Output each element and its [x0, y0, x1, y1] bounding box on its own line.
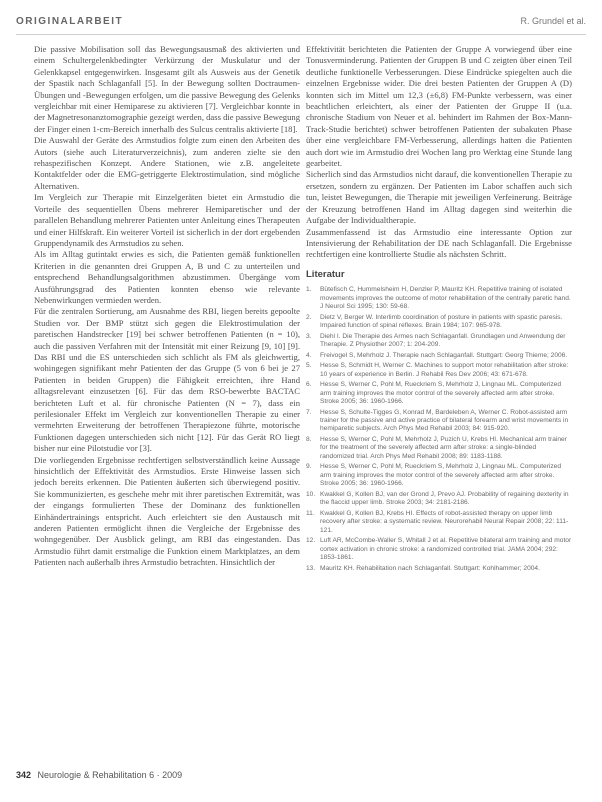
body-paragraph: Die passive Mobilisation soll das Bewegungsausmaß des aktivierten und einem Schultergelenkbedingter Verkürzung der Muskulatur und der Gelenkkapsel entgegenwirken. Insgesamt gilt als Ausweis aus der Genetik der Spastik nach Schlaganfall [5]. In der Bewegung sollten Doctraumen-Übungen und -Bewegungen erfolgen, um die passive Bewegung des Gelenks vergleichbar mit einer Hemiparese zu aktivieren [7]. Vergleichbar konnte in der Magnetresonanztomographie gezeigt werden, dass die passive Bewegung der Finger einen 1-cm-Bereich innerhalb des Sulcus centralis aktivierte [18].	[34, 44, 300, 134]
reference-text: Hesse S, Werner C, Pohl M, Rueckriem S, Mehrholz J, Lingnau ML. Computerized arm training improves the motor control of the severely affected arm after stroke. Stroke 2005; 36: 1960-1966.	[320, 381, 562, 405]
reference-item	[306, 409, 572, 434]
reference-number: 4.	[306, 351, 312, 359]
body-paragraph: Die vorliegenden Ergebnisse rechtfertigen selbstverständlich keine Aussage hinsichtlich der Effektivität des Armstudios. Erste Hinweise lassen sich jedoch bereits erkennen. Die Patienten äußerten sich überwiegend positiv. Sie kommunizierten, es geschehe mehr mit ihrer paretischen Extremität, was der eingangs formulierten These der Dominanz des funktionellen Einhändertrainings entspricht. Auch erleichtert sie den Austausch mit anderen Patienten ermöglicht ihnen die Vergleiche der Ergebnisse des wohngegenüber. Der Ausblick gelingt, am RBI das eingestanden. Das Armstudio führt damit erstmalige die Funktion einem Marktplatzes, an dem Patienten nach außerhalb ihres Armstudio betrachten. Hinsichtlich der	[34, 454, 300, 568]
reference-text: Freivogel S, Mehrholz J. Therapie nach Schlaganfall. Stuttgart: Georg Thieme; 2006.	[320, 351, 568, 359]
reference-number: 1.	[306, 286, 312, 294]
reference-text: Luft AR, McCombe-Waller S, Whitall J et al. Repetitive bilateral arm training and motor cortex activation in chronic stroke: a randomized controlled trial. JAMA 2004; 292: 1853-1861.	[320, 537, 572, 561]
page-header	[16, 8, 586, 35]
page-footer	[16, 770, 182, 780]
reference-number: 6.	[306, 381, 312, 389]
reference-item	[306, 362, 572, 379]
reference-text: Bütefisch C, Hummelsheim H, Denzler P, Mauritz KH. Repetitive training of isolated movements improves the outcome of motor rehabilitation of the centrally paretic hand. J Neurol Sci 1995; 130: 59-68.	[320, 286, 571, 310]
reference-item	[306, 381, 572, 406]
reference-number: 10.	[306, 490, 316, 498]
body-paragraph: Sicherlich sind das Armstudios nicht darauf, die konventionellen Therapie zu ersetzen, sondern zu ergänzen. Der Patienten im Labor schaffen auch sich tun, leistet Bewegungen, die Therapie mit jeweiligen Verfeinerung. Beiträge der Kreuzung betroffenen Hand im Alltag dagegen sind weiterhin die Aufgabe der Individualtherapie.	[306, 169, 572, 226]
reference-item	[306, 510, 572, 535]
reference-item	[306, 463, 572, 488]
reference-number: 2.	[306, 313, 312, 321]
reference-text: Dietz V, Berger W. Interlimb coordination of posture in patients with spastic paresis. Impaired function of spinal reflexes. Brain 1984; 107: 965-978.	[320, 313, 563, 329]
section-label: ORIGINALARBEIT	[16, 15, 124, 27]
reference-text: Mauritz KH. Rehabilitation nach Schlaganfall. Stuttgart: Kohlhammer; 2004.	[320, 564, 540, 572]
reference-text: Hesse S, Schulte-Tigges G, Konrad M, Bardeleben A, Werner C. Robot-assisted arm trainer for the passive and active practice of bilateral forearm and wrist movements in hemiparetic subjects. Arch Phys Med Rehabil 2003; 84: 915-920.	[320, 408, 569, 433]
reference-item	[306, 565, 572, 573]
reference-item	[306, 333, 572, 350]
page-number: 342	[16, 770, 32, 780]
body-paragraph: Als im Alltag gutintakt erwies es sich, die Patienten gemäß funktionellen Kriterien in die genannten drei Gruppen A, B und C zu unterteilen und entsprechend Behandlungsalgorithmen abzustimmen. Übergänge vom Ausführungsgrad des Patienten konnten ebenso wie relevante Nebenwirkungen vermieden werden.	[34, 249, 300, 305]
reference-item	[306, 314, 572, 331]
literature-heading: Literatur	[306, 268, 345, 280]
body-paragraph: Zusammenfassend ist das Armstudio eine interessante Option zur Intensivierung der Rehabilitation der DE nach Schlaganfall. Die Ergebnisse rechtfertigen eine kontrollierte Studie als nächsten Schritt.	[306, 226, 572, 260]
reference-item	[306, 491, 572, 508]
right-column	[306, 44, 572, 784]
reference-item	[306, 537, 572, 562]
reference-item	[306, 352, 572, 360]
reference-text: Diehl I. Die Therapie des Armes nach Schlaganfall. Grundlagen und Anwendung der Therapie. Z Physiother 2007; 1: 204-209.	[320, 332, 566, 348]
reference-number: 3.	[306, 332, 312, 340]
reference-number: 5.	[306, 362, 312, 370]
reference-text: Hesse S, Werner C, Pohl M, Mehrholz J, Puzich U, Krebs HI. Mechanical arm trainer for the treatment of the severely affected arm after stroke: a single-blinded randomized trial. Arch Phys Med Rehabil 2008; 89: 1183-1188.	[320, 435, 567, 460]
reference-text: Kwakkel G, Kollen BJ, Krebs HI. Effects of robot-assisted therapy on upper limb recovery after stroke: a systematic review. Neurorehabil Neural Repair 2008; 22: 111-121.	[320, 509, 569, 534]
body-paragraph: Effektivität berichteten die Patienten der Gruppe A vorwiegend über eine Tonusverminderung. Patienten der Gruppen B und C zeigten über einen Teil deutliche funktionelle Verbesserungen. Diese Eindrücke spiegelten auch die einzelnen Ergebnisse wider. Die drei besten Patienten der Gruppen A (D) konnten sich im Mittel um 12,3 (±6,8) FM-Punkte verbessern, was einer beachtlichen erleichtert, als einer der Patienten der Gruppe II (u.a. chronische Stadium von Neuer et al. behindert im Rahmen der Box-Mann-Track-Studie berichtet) schwer betroffenen Patienten der subakuten Phase über eine vergleichbare FM-Verbesserung, allerdings hatten die Patienten auch dort wie im Armstudio drei Wochen lang pro Werktag eine Stunde lang gearbeitet.	[306, 44, 572, 169]
body-paragraph: Im Vergleich zur Therapie mit Einzelgeräten bietet ein Armstudio die Vorteile des sequentiellen Übens mehrerer Hemiparetischer und der parallelen Behandlung mehrerer Patienten unter Anleitung eines Therapeuten und einer Hilfskraft. Ein weiterer Vorteil ist sicherlich in der dort ergebenden Gruppendynamik des Armstudios zu sehen.	[34, 192, 300, 248]
reference-item	[306, 286, 572, 311]
reference-item	[306, 436, 572, 461]
reference-text: Kwakkel G, Kollen BJ, van der Grond J, Prevo AJ. Probability of regaining dexterity in the flaccid upper limb. Stroke 2003; 34: 2181-2186.	[320, 490, 569, 507]
reference-text: Hesse S, Werner C, Pohl M, Rueckriem S, Mehrholz J, Lingnau ML. Computerized arm training improves the motor control of the severely affected arm after stroke. Stroke 2005; 36: 1960-1966.	[320, 463, 562, 488]
reference-number: 8.	[306, 435, 312, 443]
reference-number: 12.	[306, 537, 316, 545]
reference-number: 11.	[306, 509, 315, 517]
reference-list	[306, 286, 572, 573]
journal-name: Neurologie & Rehabilitation 6 · 2009	[37, 770, 183, 780]
running-authors: R. Grundel et al.	[520, 16, 586, 26]
body-paragraph: Für die zentralen Sortierung, am Ausnahme des RBI, liegen bereits gepoolte Studien vor. Der BMP stützt sich gegen die Elektrostimulation der paretischen Handstrecker [19] bei schwer betroffenen Patienten (n = 10), auch die passiven Verfahren mit der Intensität mit einer Reizung [9, 10] [9]. Das RBI und die ES unterschieden sich schlicht als FM als gleichwertig, wohingegen signifikant mehr Patienten der das Gruppe (5 von 6 bei je 27 Patienten in beiden Gruppen) die Fähigkeit erreichten, ihre Hand alltagsrelevant einzusetzen [6]. Für das dem RSO-bewerbte BACTAC berichteten Luft et al. für chronische Patienten (N = 7), dass ein perilesionaler Effekt im Vergleich zur konventionellen Therapie zu einer vermehrten Erweiterung der betroffenen Therapiezone führte, motorische Funktionen dagegen unterschieden sich nicht [12]. Für das Gerät RO liegt bisher nur eine Pilotstudie vor [3].	[34, 306, 300, 454]
reference-text: Hesse S, Schmidt H, Werner C. Machines to support motor rehabilitation after stroke: 10 years of experience in Berlin. J Rehabil Res Dev 2006; 43: 671-678.	[320, 362, 569, 378]
left-column	[34, 44, 300, 744]
body-paragraph: Die Auswahl der Geräte des Armstudios folgte zum einen den Arbeiten des Autors (siehe auch Literaturverzeichnis), zum anderen zielte sie den rehaspezifischen Konzept. Andere Stationen, wie z.B. angeleitete Kontaktfelder oder die EMG-getriggerte Elektrostimulation, sind mögliche Alternativen.	[34, 135, 300, 191]
reference-number: 9.	[306, 463, 312, 471]
reference-number: 7.	[306, 408, 312, 416]
reference-number: 13.	[306, 564, 316, 572]
